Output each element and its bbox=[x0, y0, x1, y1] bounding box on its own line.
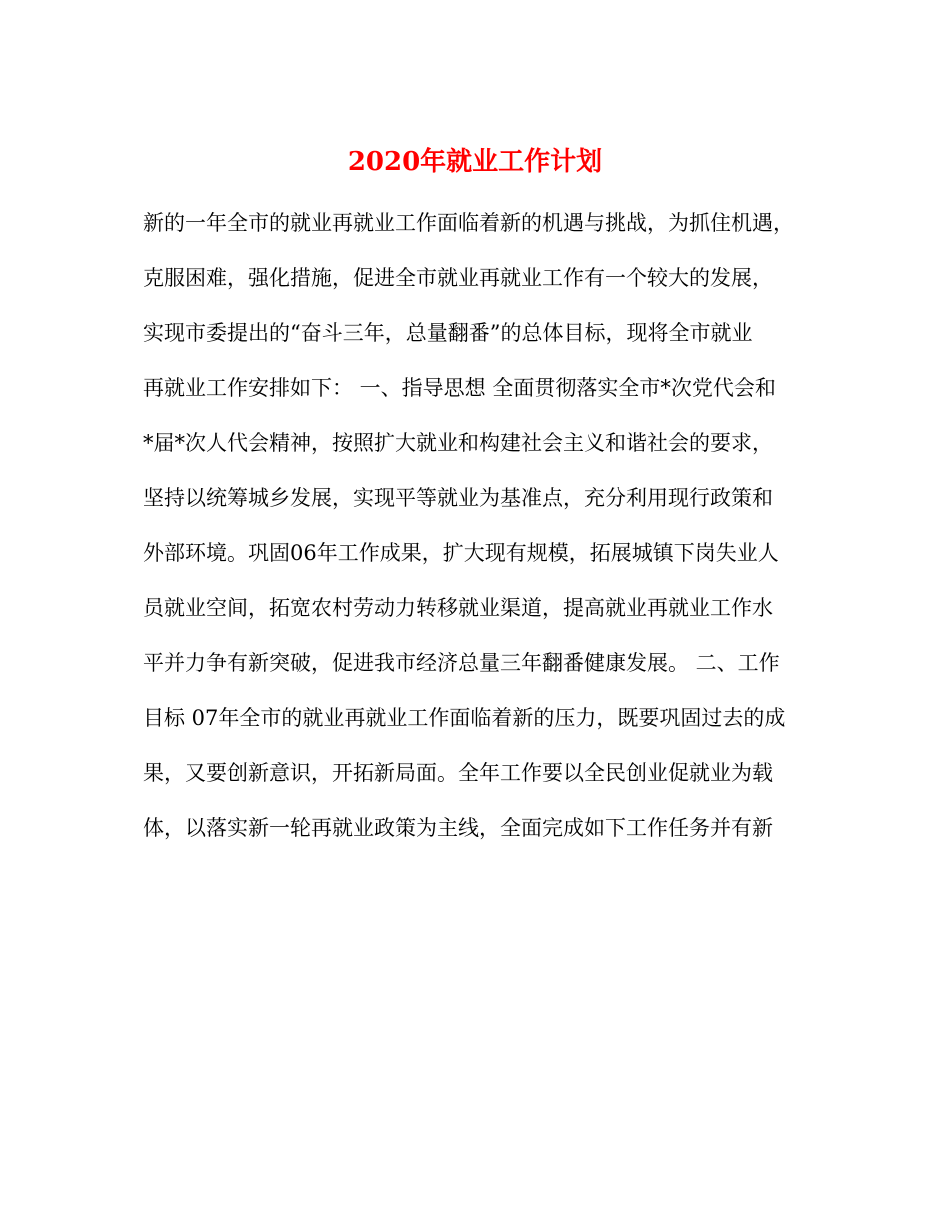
body-line: *届*次人代会精神，按照扩大就业和构建社会主义和谐社会的要求， bbox=[143, 431, 773, 455]
body-line: 新的一年全市的就业再就业工作面临着新的机遇与挑战，为抓住机遇， bbox=[143, 211, 794, 235]
body-line: 坚持以统筹城乡发展，实现平等就业为基准点，充分利用现行政策和 bbox=[143, 486, 773, 510]
body-line: 体，以落实新一轮再就业政策为主线，全面完成如下工作任务并有新 bbox=[143, 816, 773, 840]
body-line: 外部环境。巩固06年工作成果，扩大现有规模，拓展城镇下岗失业人 bbox=[143, 541, 779, 565]
body-line: 实现市委提出的“奋斗三年，总量翻番”的总体目标，现将全市就业 bbox=[143, 321, 753, 345]
document-title: 2020年就业工作计划 bbox=[347, 147, 603, 177]
document-body bbox=[143, 196, 823, 856]
body-line: 员就业空间，拓宽农村劳动力转移就业渠道，提高就业再就业工作水 bbox=[143, 596, 773, 620]
body-line: 平并力争有新突破，促进我市经济总量三年翻番健康发展。 二、工作 bbox=[143, 651, 780, 675]
body-line: 克服困难，强化措施，促进全市就业再就业工作有一个较大的发展， bbox=[143, 266, 773, 290]
body-line: 果，又要创新意识，开拓新局面。全年工作要以全民创业促就业为载 bbox=[143, 761, 773, 785]
body-line: 目标 07年全市的就业再就业工作面临着新的压力，既要巩固过去的成 bbox=[143, 706, 786, 730]
body-line: 再就业工作安排如下： 一、指导思想 全面贯彻落实全市*次党代会和 bbox=[143, 376, 776, 400]
